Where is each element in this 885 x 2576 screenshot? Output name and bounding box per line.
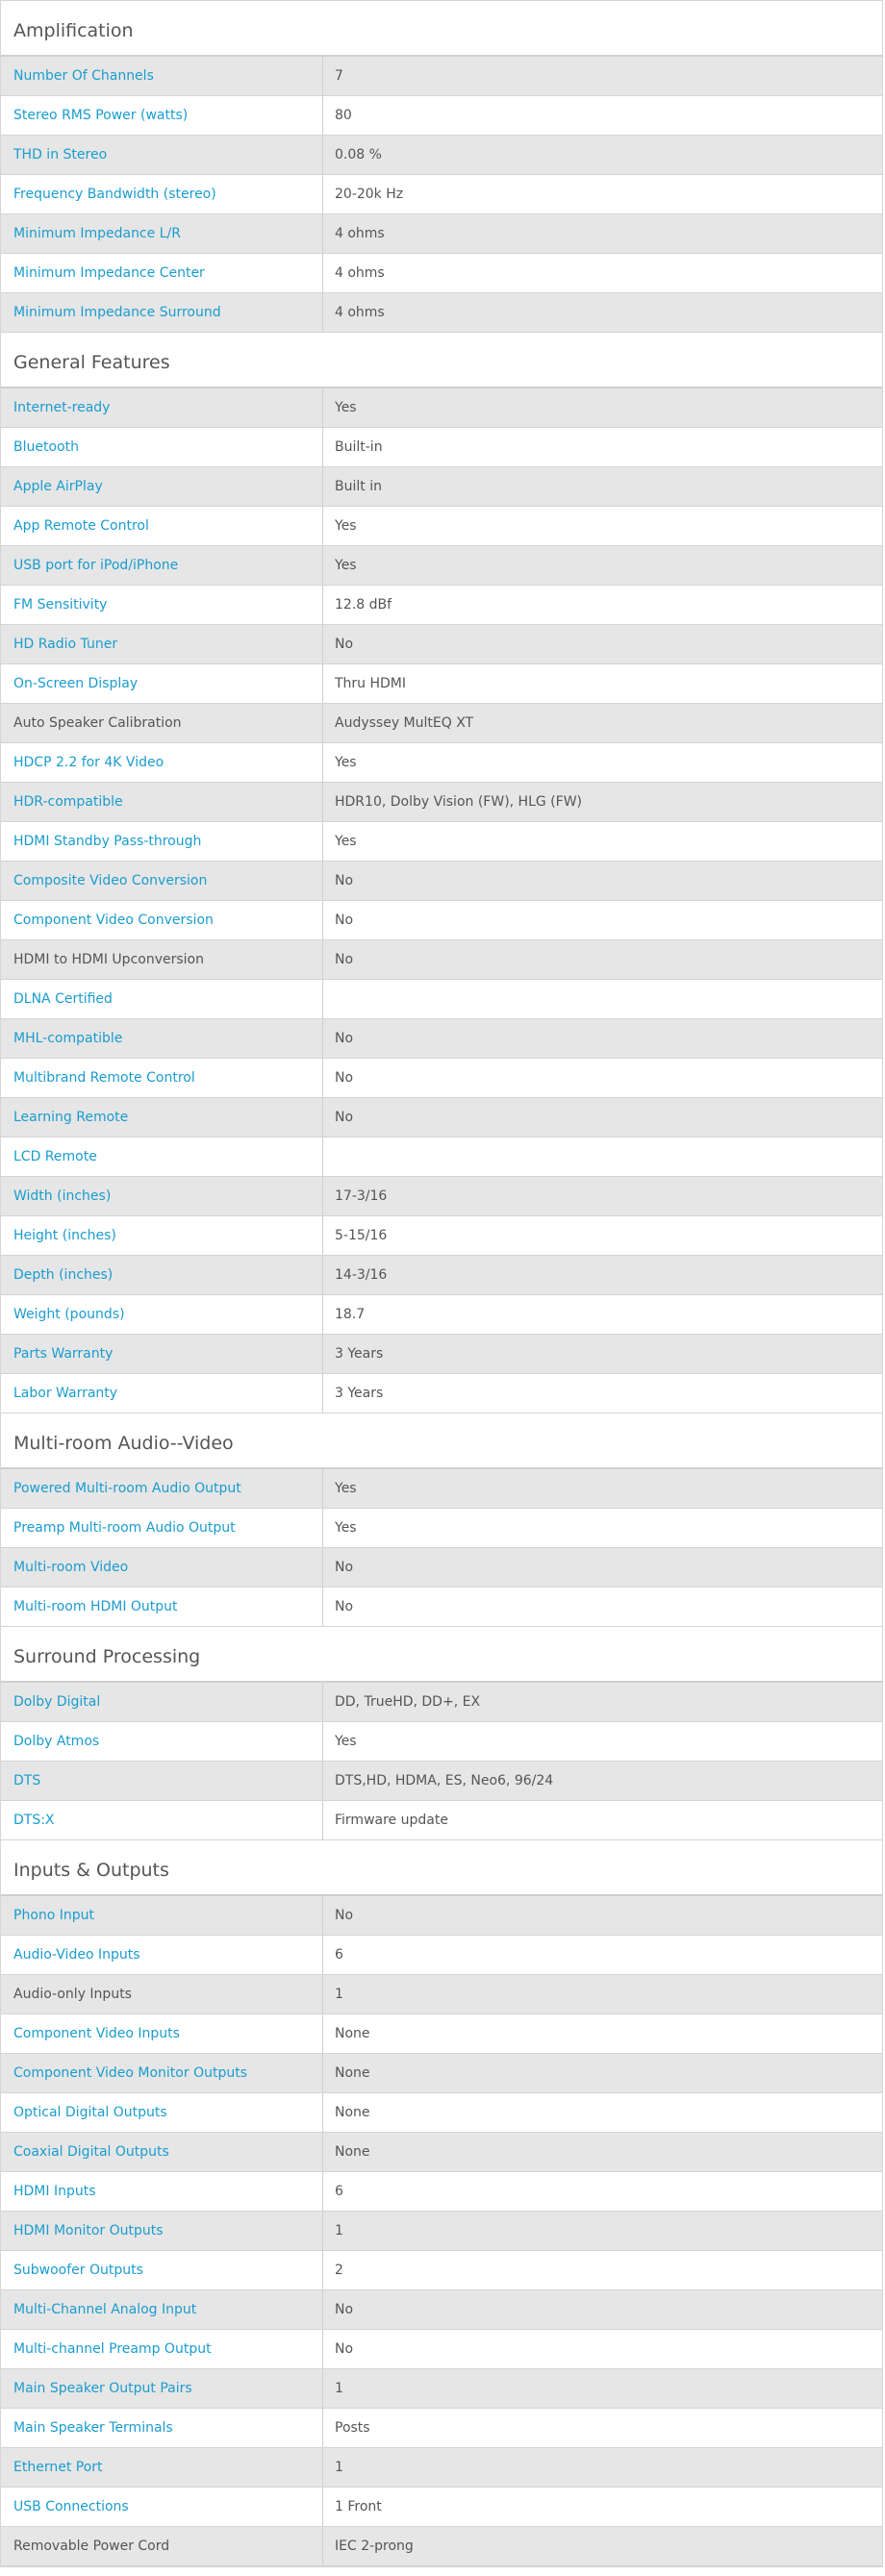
spec-row [1, 2212, 882, 2251]
spec-label-link[interactable]: Bluetooth [1, 428, 323, 466]
spec-row [1, 1588, 882, 1627]
spec-row [1, 136, 882, 175]
spec-row [1, 214, 882, 254]
spec-row [1, 1469, 882, 1509]
spec-row [1, 664, 882, 704]
spec-row [1, 2251, 882, 2290]
spec-label-link[interactable]: Audio-Video Inputs [1, 1936, 323, 1974]
spec-row [1, 2330, 882, 2369]
spec-label: Auto Speaker Calibration [1, 704, 323, 742]
spec-label-link[interactable]: Minimum Impedance Surround [1, 293, 323, 332]
section-heading: Inputs & Outputs [1, 1840, 882, 1896]
spec-value: No [335, 1110, 354, 1125]
spec-value: 3 Years [335, 1386, 384, 1401]
spec-value: Posts [335, 2420, 370, 2436]
section-heading: General Features [1, 333, 882, 388]
spec-label-link[interactable]: Ethernet Port [1, 2448, 323, 2487]
spec-label-link[interactable]: Multi-channel Preamp Output [1, 2330, 323, 2368]
spec-label-link[interactable]: Coaxial Digital Outputs [1, 2133, 323, 2171]
spec-row [1, 2054, 882, 2093]
spec-label-link[interactable]: LCD Remote [1, 1138, 323, 1176]
spec-row [1, 940, 882, 980]
spec-value: Firmware update [335, 1813, 448, 1828]
spec-row [1, 1548, 882, 1588]
spec-value: No [335, 1560, 354, 1575]
spec-row [1, 2014, 882, 2054]
spec-value: No [335, 637, 354, 652]
spec-label-link[interactable]: FM Sensitivity [1, 586, 323, 624]
spec-value: None [335, 2065, 370, 2081]
spec-label: Audio-only Inputs [1, 1975, 323, 2013]
spec-label-link[interactable]: DTS:X [1, 1801, 323, 1839]
spec-label-link[interactable]: Weight (pounds) [1, 1295, 323, 1334]
spec-row [1, 1098, 882, 1138]
spec-label-link[interactable]: DTS [1, 1762, 323, 1800]
spec-label-link[interactable]: HD Radio Tuner [1, 625, 323, 663]
spec-row [1, 1059, 882, 1098]
spec-row [1, 743, 882, 783]
spec-value: 2 [335, 2263, 343, 2278]
spec-value: Yes [335, 755, 357, 770]
spec-value: No [335, 1908, 354, 1923]
spec-row [1, 1138, 882, 1177]
spec-row [1, 388, 882, 428]
spec-value: None [335, 2026, 370, 2041]
spec-row [1, 862, 882, 901]
spec-label-link[interactable]: Apple AirPlay [1, 467, 323, 506]
spec-row [1, 2133, 882, 2172]
spec-label-link[interactable]: Frequency Bandwidth (stereo) [1, 175, 323, 213]
spec-value: 4 ohms [335, 265, 385, 281]
spec-label-link[interactable]: THD in Stereo [1, 136, 323, 174]
spec-value: 1 [335, 2223, 343, 2238]
spec-row [1, 467, 882, 507]
spec-label-link[interactable]: HDR-compatible [1, 783, 323, 821]
spec-label-link[interactable]: Multi-Channel Analog Input [1, 2290, 323, 2329]
spec-value: 20-20k Hz [335, 187, 404, 202]
spec-label-link[interactable]: Subwoofer Outputs [1, 2251, 323, 2289]
spec-label-link[interactable]: Main Speaker Terminals [1, 2409, 323, 2447]
spec-row [1, 822, 882, 862]
spec-label-link[interactable]: Dolby Atmos [1, 1722, 323, 1761]
spec-row [1, 901, 882, 940]
spec-value: No [335, 952, 354, 967]
spec-label-link[interactable]: DLNA Certified [1, 980, 323, 1018]
spec-row [1, 428, 882, 467]
spec-label-link[interactable]: USB Connections [1, 2488, 323, 2526]
spec-value: 5-15/16 [335, 1228, 388, 1243]
spec-value: No [335, 873, 354, 888]
spec-label-link[interactable]: Phono Input [1, 1896, 323, 1935]
spec-label-link[interactable]: Learning Remote [1, 1098, 323, 1137]
spec-row [1, 2172, 882, 2212]
spec-label-link[interactable]: Height (inches) [1, 1216, 323, 1255]
spec-label-link[interactable]: Depth (inches) [1, 1256, 323, 1294]
spec-label-link[interactable]: Internet-ready [1, 388, 323, 427]
spec-value: Yes [335, 1734, 357, 1749]
spec-label: HDMI to HDMI Upconversion [1, 940, 323, 979]
spec-value: DD, TrueHD, DD+, EX [335, 1694, 481, 1710]
spec-value: 1 [335, 1987, 343, 2002]
spec-row [1, 1683, 882, 1722]
spec-label-link[interactable]: Number Of Channels [1, 57, 323, 95]
spec-value: No [335, 1599, 354, 1614]
spec-label-link[interactable]: Parts Warranty [1, 1335, 323, 1373]
spec-value: 80 [335, 108, 352, 123]
spec-label-link[interactable]: Multi-room Video [1, 1548, 323, 1587]
spec-value: HDR10, Dolby Vision (FW), HLG (FW) [335, 794, 583, 810]
spec-row [1, 1019, 882, 1059]
spec-label-link[interactable]: HDCP 2.2 for 4K Video [1, 743, 323, 782]
spec-value: 14-3/16 [335, 1267, 388, 1283]
spec-row [1, 2527, 882, 2566]
spec-label-link[interactable]: On-Screen Display [1, 664, 323, 703]
spec-row [1, 2448, 882, 2488]
spec-label-link[interactable]: Width (inches) [1, 1177, 323, 1215]
section-heading: Amplification [1, 1, 882, 57]
spec-value: 12.8 dBf [335, 597, 392, 613]
spec-label-link[interactable]: App Remote Control [1, 507, 323, 545]
spec-label-link[interactable]: Minimum Impedance Center [1, 254, 323, 292]
spec-value: DTS,HD, HDMA, ES, Neo6, 96/24 [335, 1773, 554, 1788]
spec-row [1, 254, 882, 293]
spec-value: 6 [335, 1947, 343, 1963]
spec-value: 4 ohms [335, 226, 385, 241]
section-heading: Multi-room Audio--Video [1, 1413, 882, 1469]
spec-row [1, 586, 882, 625]
spec-row [1, 1256, 882, 1295]
spec-label-link[interactable]: Preamp Multi-room Audio Output [1, 1509, 323, 1547]
spec-label-link[interactable]: Labor Warranty [1, 1374, 323, 1413]
spec-row [1, 175, 882, 214]
spec-row [1, 2369, 882, 2409]
spec-value: Built-in [335, 439, 383, 455]
spec-row [1, 1722, 882, 1762]
spec-row [1, 1762, 882, 1801]
spec-label-link[interactable]: Multibrand Remote Control [1, 1059, 323, 1097]
spec-label-link[interactable]: HDMI Standby Pass-through [1, 822, 323, 861]
spec-row [1, 1509, 882, 1548]
spec-label: Removable Power Cord [1, 2527, 323, 2565]
spec-value: 4 ohms [335, 305, 385, 320]
spec-row [1, 96, 882, 136]
spec-row [1, 980, 882, 1019]
spec-row [1, 57, 882, 96]
spec-row [1, 2488, 882, 2527]
spec-value: 1 [335, 2460, 343, 2475]
spec-row [1, 1216, 882, 1256]
spec-label-link[interactable]: HDMI Inputs [1, 2172, 323, 2211]
spec-value: Yes [335, 1520, 357, 1536]
spec-label-link[interactable]: HDMI Monitor Outputs [1, 2212, 323, 2250]
spec-row [1, 704, 882, 743]
spec-row [1, 507, 882, 546]
spec-row [1, 2409, 882, 2448]
spec-value: IEC 2-prong [335, 2538, 414, 2554]
spec-row [1, 1975, 882, 2014]
spec-row [1, 2093, 882, 2133]
spec-value: 6 [335, 2184, 343, 2199]
spec-value: No [335, 2302, 354, 2317]
spec-label-link[interactable]: MHL-compatible [1, 1019, 323, 1058]
spec-value: Yes [335, 834, 357, 849]
spec-row [1, 1936, 882, 1975]
spec-label-link[interactable]: Main Speaker Output Pairs [1, 2369, 323, 2408]
spec-row [1, 546, 882, 586]
spec-value: Yes [335, 400, 357, 415]
spec-label-link[interactable]: Stereo RMS Power (watts) [1, 96, 323, 135]
spec-label-link[interactable]: Composite Video Conversion [1, 862, 323, 900]
spec-row [1, 1801, 882, 1840]
spec-row [1, 2290, 882, 2330]
spec-label-link[interactable]: USB port for iPod/iPhone [1, 546, 323, 585]
spec-label-link[interactable]: Powered Multi-room Audio Output [1, 1469, 323, 1508]
spec-value: Yes [335, 518, 357, 534]
spec-value: 3 Years [335, 1346, 384, 1362]
spec-row [1, 293, 882, 333]
spec-label-link[interactable]: Component Video Conversion [1, 901, 323, 939]
spec-value: 0.08 % [335, 147, 382, 163]
spec-value: Yes [335, 1481, 357, 1496]
spec-value: None [335, 2105, 370, 2120]
spec-label-link[interactable]: Component Video Inputs [1, 2014, 323, 2053]
spec-value: None [335, 2144, 370, 2160]
spec-value: 1 Front [335, 2499, 382, 2514]
spec-value: Yes [335, 558, 357, 573]
section-heading: Surround Processing [1, 1627, 882, 1683]
spec-value: No [335, 913, 354, 928]
spec-row [1, 1295, 882, 1335]
spec-row [1, 625, 882, 664]
spec-row [1, 1335, 882, 1374]
spec-row [1, 1896, 882, 1936]
spec-value: 17-3/16 [335, 1188, 388, 1204]
spec-row [1, 1374, 882, 1413]
spec-row [1, 1177, 882, 1216]
spec-value: 18.7 [335, 1307, 366, 1322]
spec-label-link[interactable]: Component Video Monitor Outputs [1, 2054, 323, 2092]
spec-label-link[interactable]: Multi-room HDMI Output [1, 1588, 323, 1626]
spec-label-link[interactable]: Optical Digital Outputs [1, 2093, 323, 2132]
spec-row [1, 783, 882, 822]
spec-value: No [335, 1031, 354, 1046]
spec-value: Built in [335, 479, 382, 494]
spec-value: No [335, 1070, 354, 1086]
spec-value: 1 [335, 2381, 343, 2396]
spec-label-link[interactable]: Dolby Digital [1, 1683, 323, 1721]
spec-value: 7 [335, 68, 343, 84]
spec-value: Thru HDMI [335, 676, 407, 691]
spec-label-link[interactable]: Minimum Impedance L/R [1, 214, 323, 253]
spec-value: No [335, 2341, 354, 2357]
spec-value: Audyssey MultEQ XT [335, 715, 474, 731]
